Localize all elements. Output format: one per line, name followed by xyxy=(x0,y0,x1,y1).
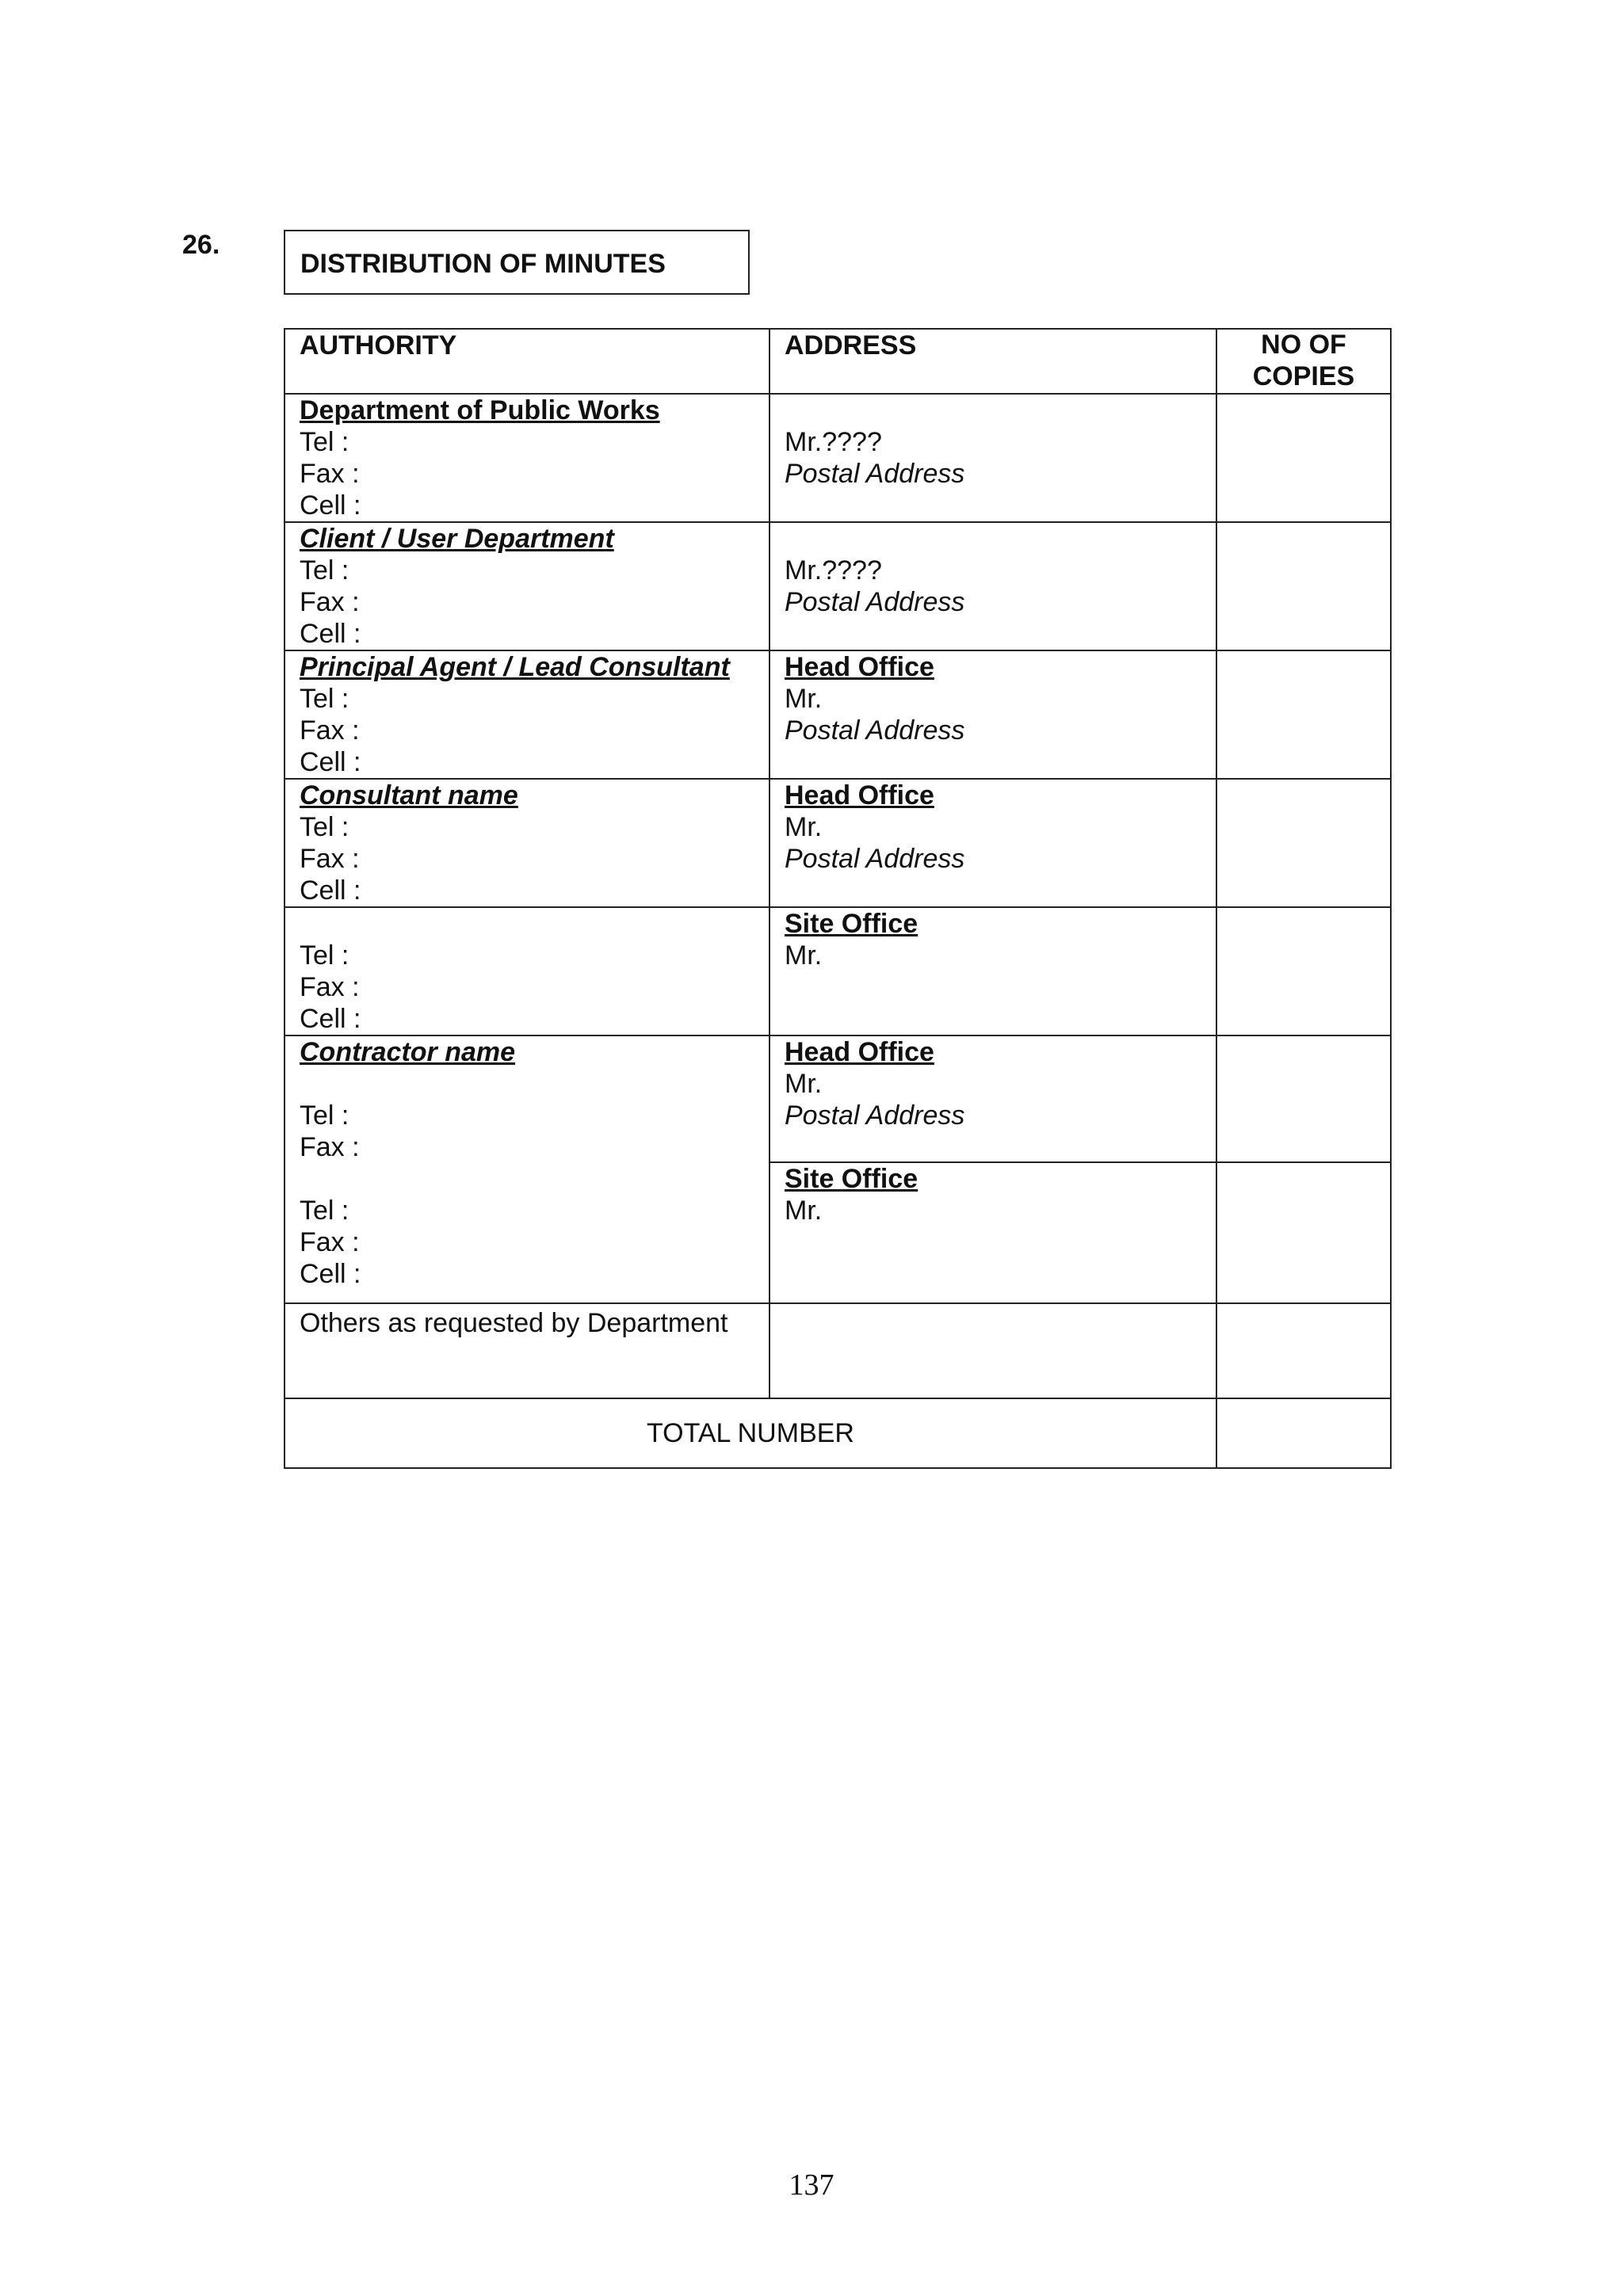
address-cell xyxy=(769,1162,1216,1303)
postal-address: Postal Address xyxy=(785,1100,965,1131)
tel-label: Tel : xyxy=(300,812,349,842)
tel-label: Tel : xyxy=(300,684,349,714)
authority-cell xyxy=(285,522,769,650)
copies-cell xyxy=(1216,1303,1391,1398)
section-title: DISTRIBUTION OF MINUTES xyxy=(284,230,750,295)
authority-cell xyxy=(285,1035,769,1303)
authority-heading: Contractor name xyxy=(300,1037,516,1067)
office-heading: Head Office xyxy=(785,652,934,682)
tel-label: Tel : xyxy=(300,1100,349,1131)
total-copies-cell xyxy=(1216,1398,1391,1468)
authority-heading: Consultant name xyxy=(300,780,518,810)
fax-label: Fax : xyxy=(300,459,360,489)
fax-label: Fax : xyxy=(300,1132,360,1162)
table-row xyxy=(285,650,1391,779)
table-row xyxy=(285,1303,1391,1398)
fax-label: Fax : xyxy=(300,715,360,746)
copies-cell xyxy=(1216,779,1391,907)
office-heading: Site Office xyxy=(785,1164,918,1194)
authority-cell xyxy=(285,394,769,522)
address-cell xyxy=(769,1303,1216,1398)
copies-cell xyxy=(1216,394,1391,522)
total-label: TOTAL NUMBER xyxy=(285,1398,1216,1468)
address-cell xyxy=(769,779,1216,907)
table-row xyxy=(285,907,1391,1035)
address-cell xyxy=(769,394,1216,522)
office-heading: Head Office xyxy=(785,780,934,810)
address-cell xyxy=(769,650,1216,779)
copies-cell xyxy=(1216,650,1391,779)
cell-label: Cell : xyxy=(300,490,361,521)
cell-label: Cell : xyxy=(300,875,361,906)
authority-heading: Client / User Department xyxy=(300,524,614,554)
table-row xyxy=(285,522,1391,650)
tel-label: Tel : xyxy=(300,1196,349,1226)
cell-label: Cell : xyxy=(300,747,361,777)
page-number: 137 xyxy=(789,2168,834,2202)
authority-cell xyxy=(285,779,769,907)
header-address: ADDRESS xyxy=(769,329,1216,394)
office-heading: Head Office xyxy=(785,1037,934,1067)
table-row xyxy=(285,779,1391,907)
authority-cell xyxy=(285,907,769,1035)
postal-address: Postal Address xyxy=(785,459,965,489)
postal-address: Postal Address xyxy=(785,844,965,874)
address-cell xyxy=(769,1035,1216,1162)
fax-label: Fax : xyxy=(300,972,360,1002)
address-name: Mr. xyxy=(785,684,823,714)
tel-label: Tel : xyxy=(300,555,349,585)
postal-address: Postal Address xyxy=(785,587,965,617)
section-number: 26. xyxy=(182,230,220,260)
tel-label: Tel : xyxy=(300,940,349,971)
copies-cell xyxy=(1216,1035,1391,1162)
postal-address: Postal Address xyxy=(785,715,965,746)
table-row xyxy=(285,1035,1391,1162)
cell-label: Cell : xyxy=(300,619,361,649)
others-text: Others as requested by Department xyxy=(300,1308,728,1338)
authority-heading: Principal Agent / Lead Consultant xyxy=(300,652,730,682)
cell-label: Cell : xyxy=(300,1259,361,1289)
address-cell xyxy=(769,907,1216,1035)
address-name: Mr.???? xyxy=(785,555,882,585)
fax-label: Fax : xyxy=(300,844,360,874)
office-heading: Site Office xyxy=(785,909,918,939)
table-header-row xyxy=(285,329,1391,394)
authority-cell xyxy=(285,650,769,779)
address-name: Mr. xyxy=(785,940,823,971)
cell-label: Cell : xyxy=(300,1004,361,1034)
header-copies: NO OF COPIES xyxy=(1216,329,1391,394)
distribution-table xyxy=(284,328,1392,1469)
fax-label: Fax : xyxy=(300,587,360,617)
table-row xyxy=(285,394,1391,522)
address-name: Mr. xyxy=(785,1196,823,1226)
authority-cell xyxy=(285,1303,769,1398)
copies-cell xyxy=(1216,522,1391,650)
copies-cell xyxy=(1216,1162,1391,1303)
tel-label: Tel : xyxy=(300,427,349,457)
total-row xyxy=(285,1398,1391,1468)
fax-label: Fax : xyxy=(300,1227,360,1257)
address-name: Mr.???? xyxy=(785,427,882,457)
address-name: Mr. xyxy=(785,812,823,842)
address-name: Mr. xyxy=(785,1069,823,1099)
copies-cell xyxy=(1216,907,1391,1035)
header-authority: AUTHORITY xyxy=(285,329,769,394)
authority-heading: Department of Public Works xyxy=(300,395,660,425)
address-cell xyxy=(769,522,1216,650)
